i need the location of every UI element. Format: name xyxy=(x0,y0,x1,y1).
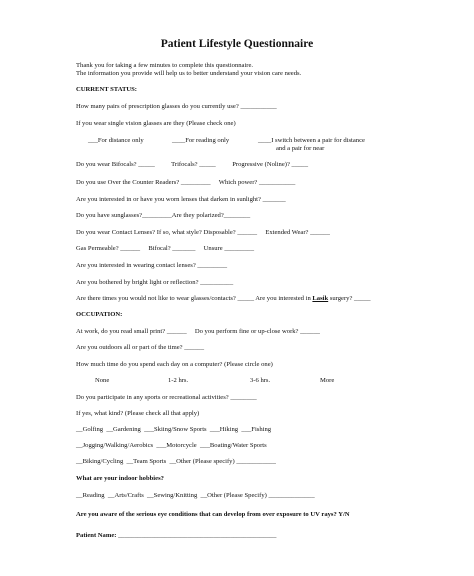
question-lasik[interactable] xyxy=(76,295,371,303)
lasik-term: Lasik xyxy=(312,295,329,302)
sports-options-row-3[interactable]: __Biking/Cycling __Team Sports __Other (Please specify) ____________ xyxy=(76,458,276,465)
question-outdoors[interactable]: Are you outdoors all or part of the time? ______ xyxy=(76,344,204,351)
option-switch-line-2: and a pair for near xyxy=(276,145,325,152)
question-sports-kind: If yes, what kind? (Please check all that apply) xyxy=(76,410,200,417)
question-contact-lenses[interactable]: Do you wear Contact Lenses? If so, what style? Disposable? ______ Extended Wear? ______ xyxy=(76,229,330,236)
patient-name-label: Patient Name: xyxy=(76,532,117,539)
time-option-3-6[interactable]: 3-6 hrs. xyxy=(250,377,271,384)
sports-options-row-2[interactable]: __Jogging/Walking/Aerobics ___Motorcycle ___Boating/Water Sports xyxy=(76,442,267,449)
question-sports[interactable]: Do you participate in any sports or recreational activities? ________ xyxy=(76,394,257,401)
time-option-1-2[interactable]: 1-2 hrs. xyxy=(168,377,189,384)
time-option-none[interactable]: None xyxy=(95,377,110,384)
uv-question[interactable]: Are you aware of the serious eye conditions that can develop from over exposure to UV rays? Y/N xyxy=(76,511,350,518)
question-bifocals[interactable]: Do you wear Bifocals? _____ Trifocals? _____ Progressive (Noline)? _____ xyxy=(76,161,309,168)
question-contact-interest[interactable]: Are you interested in wearing contact lenses? _________ xyxy=(76,262,228,269)
question-sunglasses[interactable]: Do you have sunglasses?_________Are they polarized?________ xyxy=(76,212,251,219)
patient-name-field[interactable] xyxy=(76,532,276,540)
question-computer-time: How much time do you spend each day on a computer? (Please circle one) xyxy=(76,361,273,368)
lasik-question-text: Are there times you would not like to wear glasses/contacts? _____ Are you interested in xyxy=(76,295,313,302)
time-option-more[interactable]: More xyxy=(320,377,335,384)
question-readers[interactable]: Do you use Over the Counter Readers? _________ Which power? ___________ xyxy=(76,179,296,186)
question-single-vision: If you wear single vision glasses are they (Please check one) xyxy=(76,120,236,127)
hobbies-options[interactable]: __Reading __Arts/Crafts __Sewing/Knitting __Other (Please Specify) ______________ xyxy=(76,492,315,499)
question-pairs-of-glasses[interactable]: How many pairs of prescription glasses do you currently use? ___________ xyxy=(76,103,277,110)
sports-options-row-1[interactable]: __Golfing __Gardening ___Skiing/Snow Sports ___Hiking ___Fishing xyxy=(76,426,272,433)
question-gas-permeable[interactable]: Gas Permeable? ______ Bifocal? _______ Unsure _________ xyxy=(76,245,254,252)
occupation-heading: OCCUPATION: xyxy=(76,311,123,318)
option-switch-line-1[interactable]: ____I switch between a pair for distance xyxy=(258,137,365,144)
current-status-heading: CURRENT STATUS: xyxy=(76,86,138,93)
hobbies-heading: What are your indoor hobbies? xyxy=(76,475,164,482)
option-reading-only[interactable]: ____For reading only xyxy=(172,137,230,144)
page-title: Patient Lifestyle Questionnaire xyxy=(160,38,314,50)
question-small-print[interactable]: At work, do you read small print? ______ Do you perform fine or up-close work? ______ xyxy=(76,328,320,335)
question-bright-light[interactable]: Are you bothered by bright light or reflection? __________ xyxy=(76,279,234,286)
question-sunlight-lenses[interactable]: Are you interested in or have you worn lenses that darken in sunlight? _______ xyxy=(76,196,286,203)
patient-name-blank[interactable]: ________________________________________________ xyxy=(116,532,277,539)
intro-line-1: Thank you for taking a few minutes to complete this questionnaire. xyxy=(76,62,254,69)
intro-line-2: The information you provide will help us to better understand your vision care needs. xyxy=(76,70,302,77)
lasik-question-blank: surgery? _____ xyxy=(328,295,371,302)
option-distance-only[interactable]: ___For distance only xyxy=(88,137,144,144)
